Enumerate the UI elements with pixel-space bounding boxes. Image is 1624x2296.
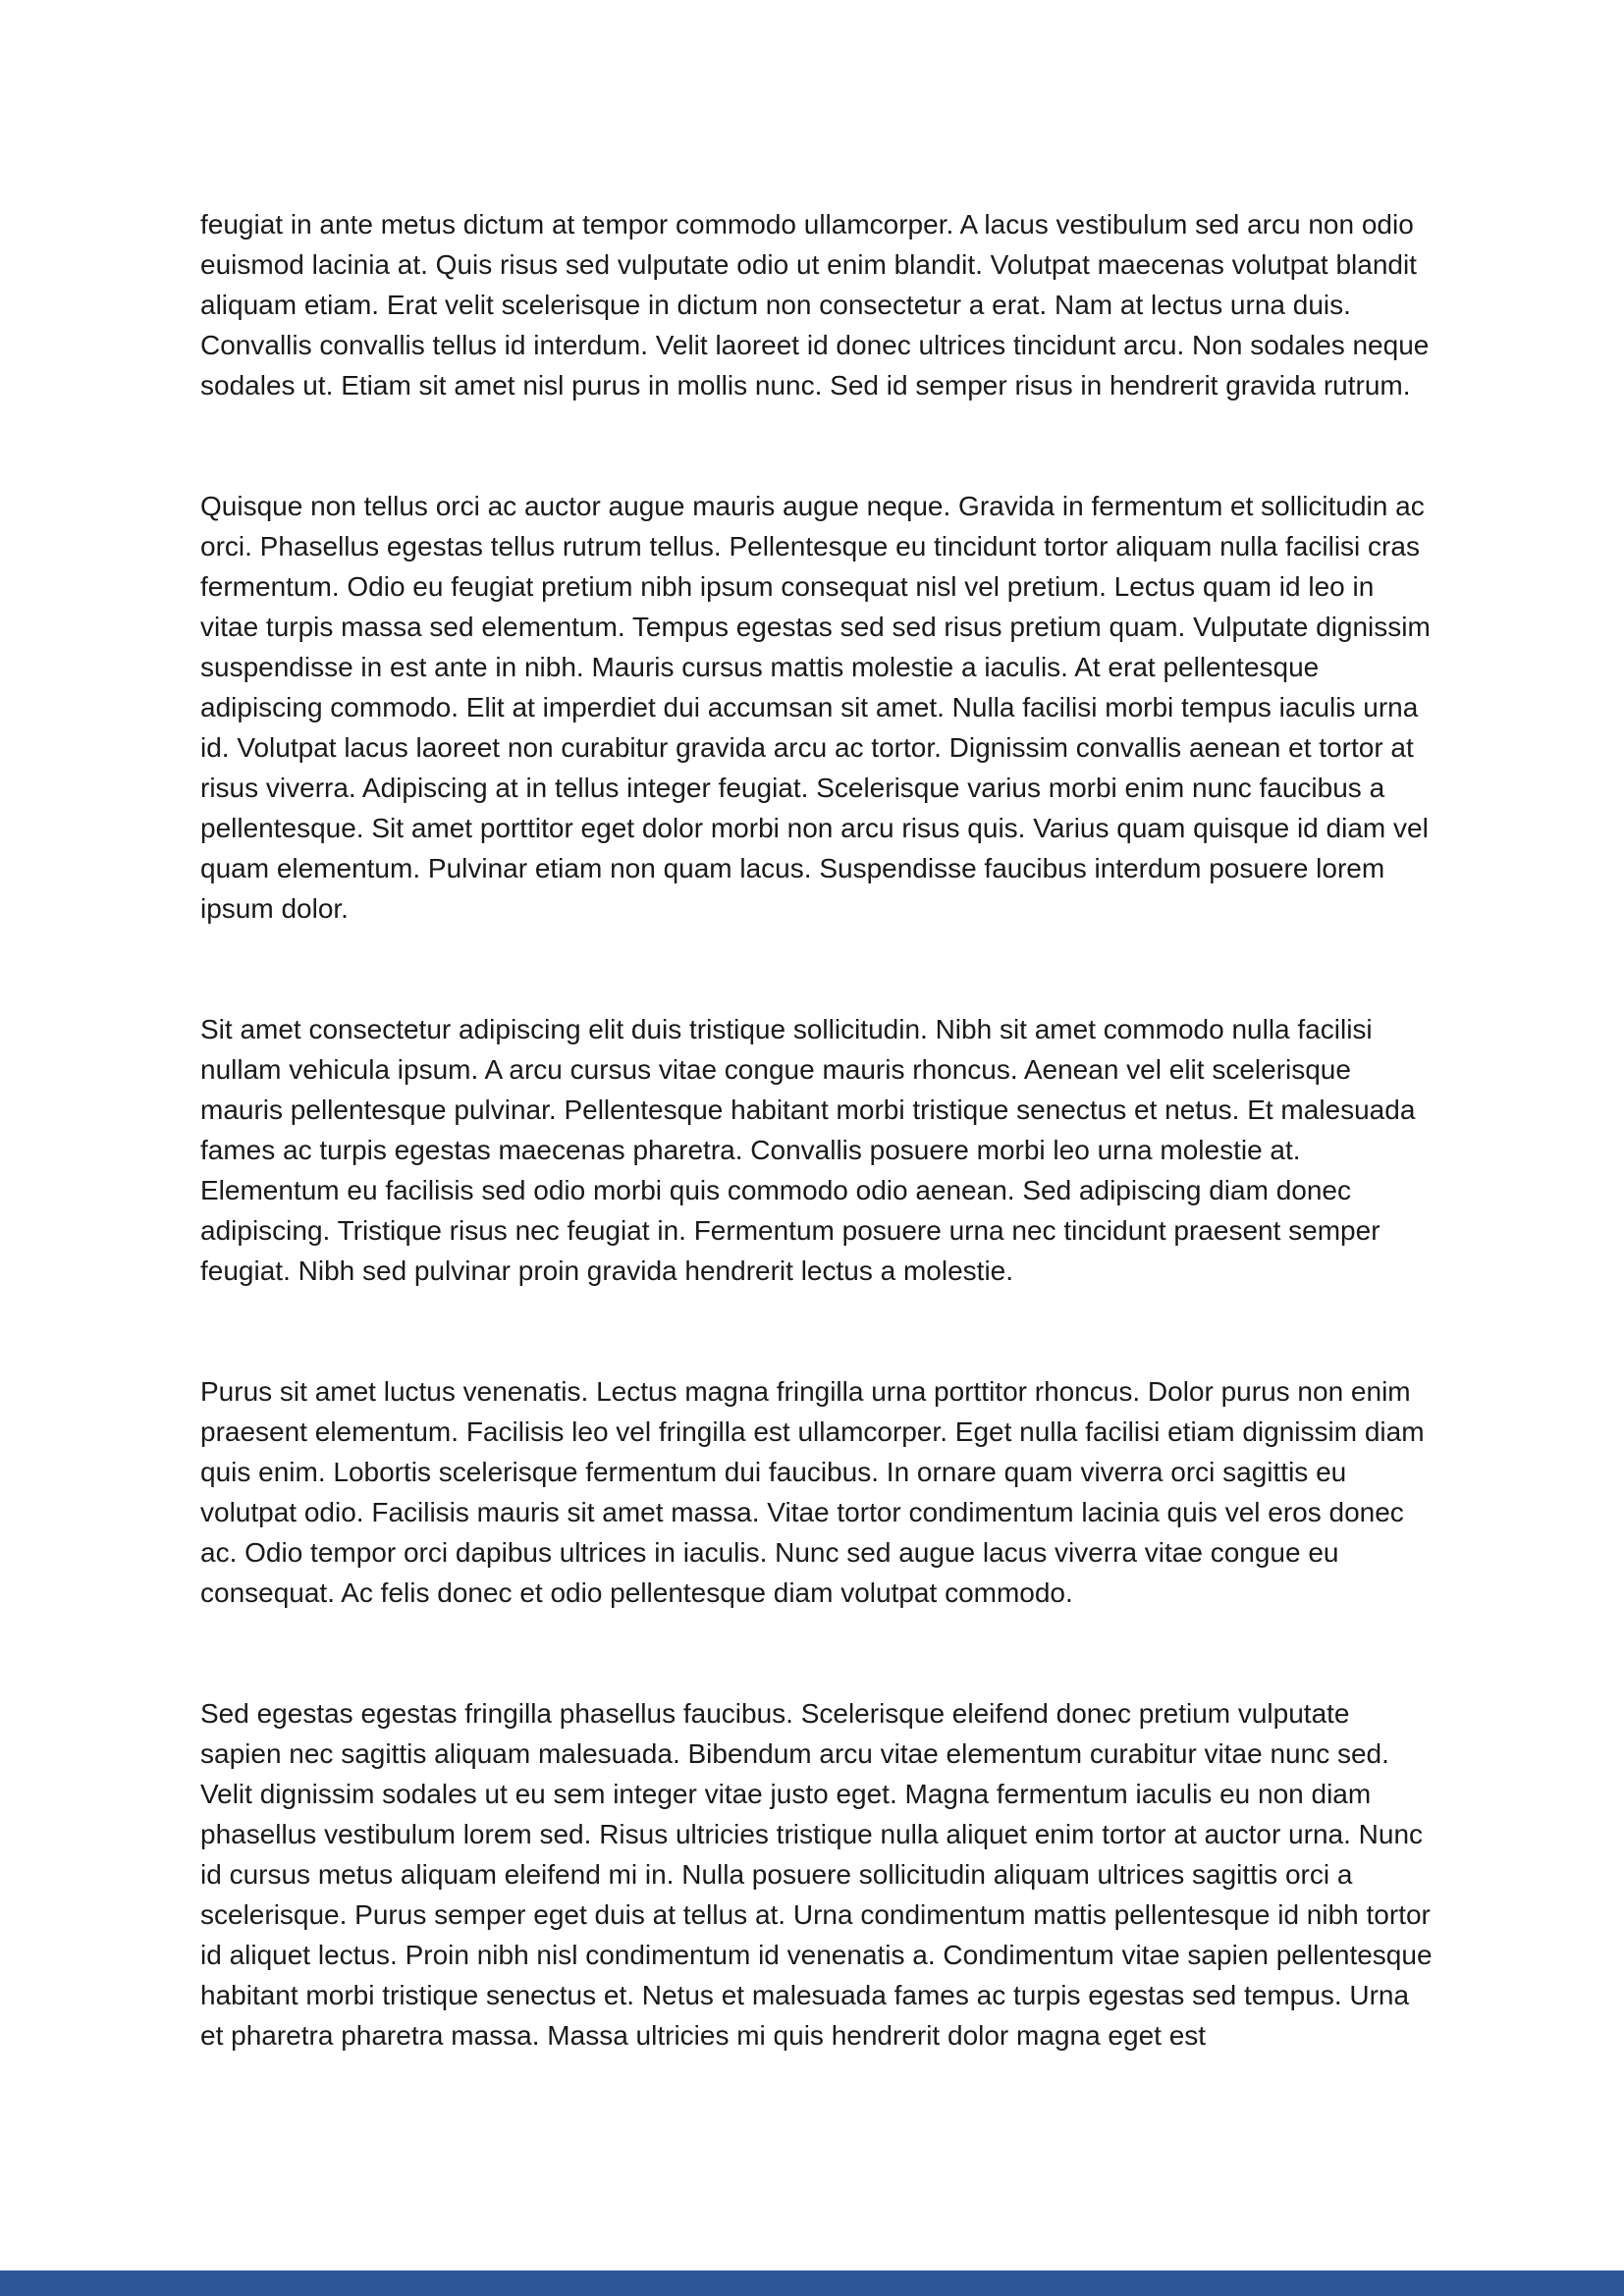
paragraph: Sit amet consectetur adipiscing elit duis tristique sollicitudin. Nibh sit amet commodo nulla facilisi nullam vehicula ipsum. A arcu cursus vitae congue mauris rhoncus. Aenean vel elit scelerisque mauris pellentesque pulvinar. Pellentesque habitant morbi tristique senectus et netus. Et malesuada fames ac turpis egestas maecenas pharetra. Convallis posuere morbi leo urna molestie at. Elementum eu facilisis sed odio morbi quis commodo odio aenean. Sed adipiscing diam donec adipiscing. Tristique risus nec feugiat in. Fermentum posuere urna nec tincidunt praesent semper feugiat. Nibh sed pulvinar proin gravida hendrerit lectus a molestie. <box>200 1014 1416 1286</box>
document-body-text <box>200 204 1434 2136</box>
paragraph: feugiat in ante metus dictum at tempor commodo ullamcorper. A lacus vestibulum sed arcu non odio euismod lacinia at. Quis risus sed vulputate odio ut enim blandit. Volutpat maecenas volutpat blandit aliquam etiam. Erat velit scelerisque in dictum non consectetur a erat. Nam at lectus urna duis. Convallis convallis tellus id interdum. Velit laoreet id donec ultrices tincidunt arcu. Non sodales neque sodales ut. Etiam sit amet nisl purus in mollis nunc. Sed id semper risus in hendrerit gravida rutrum. <box>200 209 1430 400</box>
paragraph: Quisque non tellus orci ac auctor augue mauris augue neque. Gravida in fermentum et sollicitudin ac orci. Phasellus egestas tellus rutrum tellus. Pellentesque eu tincidunt tortor aliquam nulla facilisi cras fermentum. Odio eu feugiat pretium nibh ipsum consequat nisl vel pretium. Lectus quam id leo in vitae turpis massa sed elementum. Tempus egestas sed sed risus pretium quam. Vulputate dignissim suspendisse in est ante in nibh. Mauris cursus mattis molestie a iaculis. At erat pellentesque adipiscing commodo. Elit at imperdiet dui accumsan sit amet. Nulla facilisi morbi tempus iaculis urna id. Volutpat lacus laoreet non curabitur gravida arcu ac tortor. Dignissim convallis aenean et tortor at risus viverra. Adipiscing at in tellus integer feugiat. Scelerisque varius morbi enim nunc faucibus a pellentesque. Sit amet porttitor eget dolor morbi non arcu risus quis. Varius quam quisque id diam vel quam elementum. Pulvinar etiam non quam lacus. Suspendisse faucibus interdum posuere lorem ipsum dolor. <box>200 491 1431 924</box>
paragraph: Purus sit amet luctus venenatis. Lectus magna fringilla urna porttitor rhoncus. Dolor purus non enim praesent elementum. Facilisis leo vel fringilla est ullamcorper. Eget nulla facilisi etiam dignissim diam quis enim. Lobortis scelerisque fermentum dui faucibus. In ornare quam viverra orci sagittis eu volutpat odio. Facilisis mauris sit amet massa. Vitae tortor condimentum lacinia quis vel eros donec ac. Odio tempor orci dapibus ultrices in iaculis. Nunc sed augue lacus viverra vitae congue eu consequat. Ac felis donec et odio pellentesque diam volutpat commodo. <box>200 1376 1425 1608</box>
bottom-blue-bar <box>0 2270 1624 2296</box>
paragraph: Sed egestas egestas fringilla phasellus faucibus. Scelerisque eleifend donec pretium vulputate sapien nec sagittis aliquam malesuada. Bibendum arcu vitae elementum curabitur vitae nunc sed. Velit dignissim sodales ut eu sem integer vitae justo eget. Magna fermentum iaculis eu non diam phasellus vestibulum lorem sed. Risus ultricies tristique nulla aliquet enim tortor at auctor urna. Nunc id cursus metus aliquam eleifend mi in. Nulla posuere sollicitudin aliquam ultrices sagittis orci a scelerisque. Purus semper eget duis at tellus at. Urna condimentum mattis pellentesque id nibh tortor id aliquet lectus. Proin nibh nisl condimentum id venenatis a. Condimentum vitae sapien pellentesque habitant morbi tristique senectus et. Netus et malesuada fames ac turpis egestas sed tempus. Urna et pharetra pharetra massa. Massa ultricies mi quis hendrerit dolor magna eget est <box>200 1698 1433 2051</box>
